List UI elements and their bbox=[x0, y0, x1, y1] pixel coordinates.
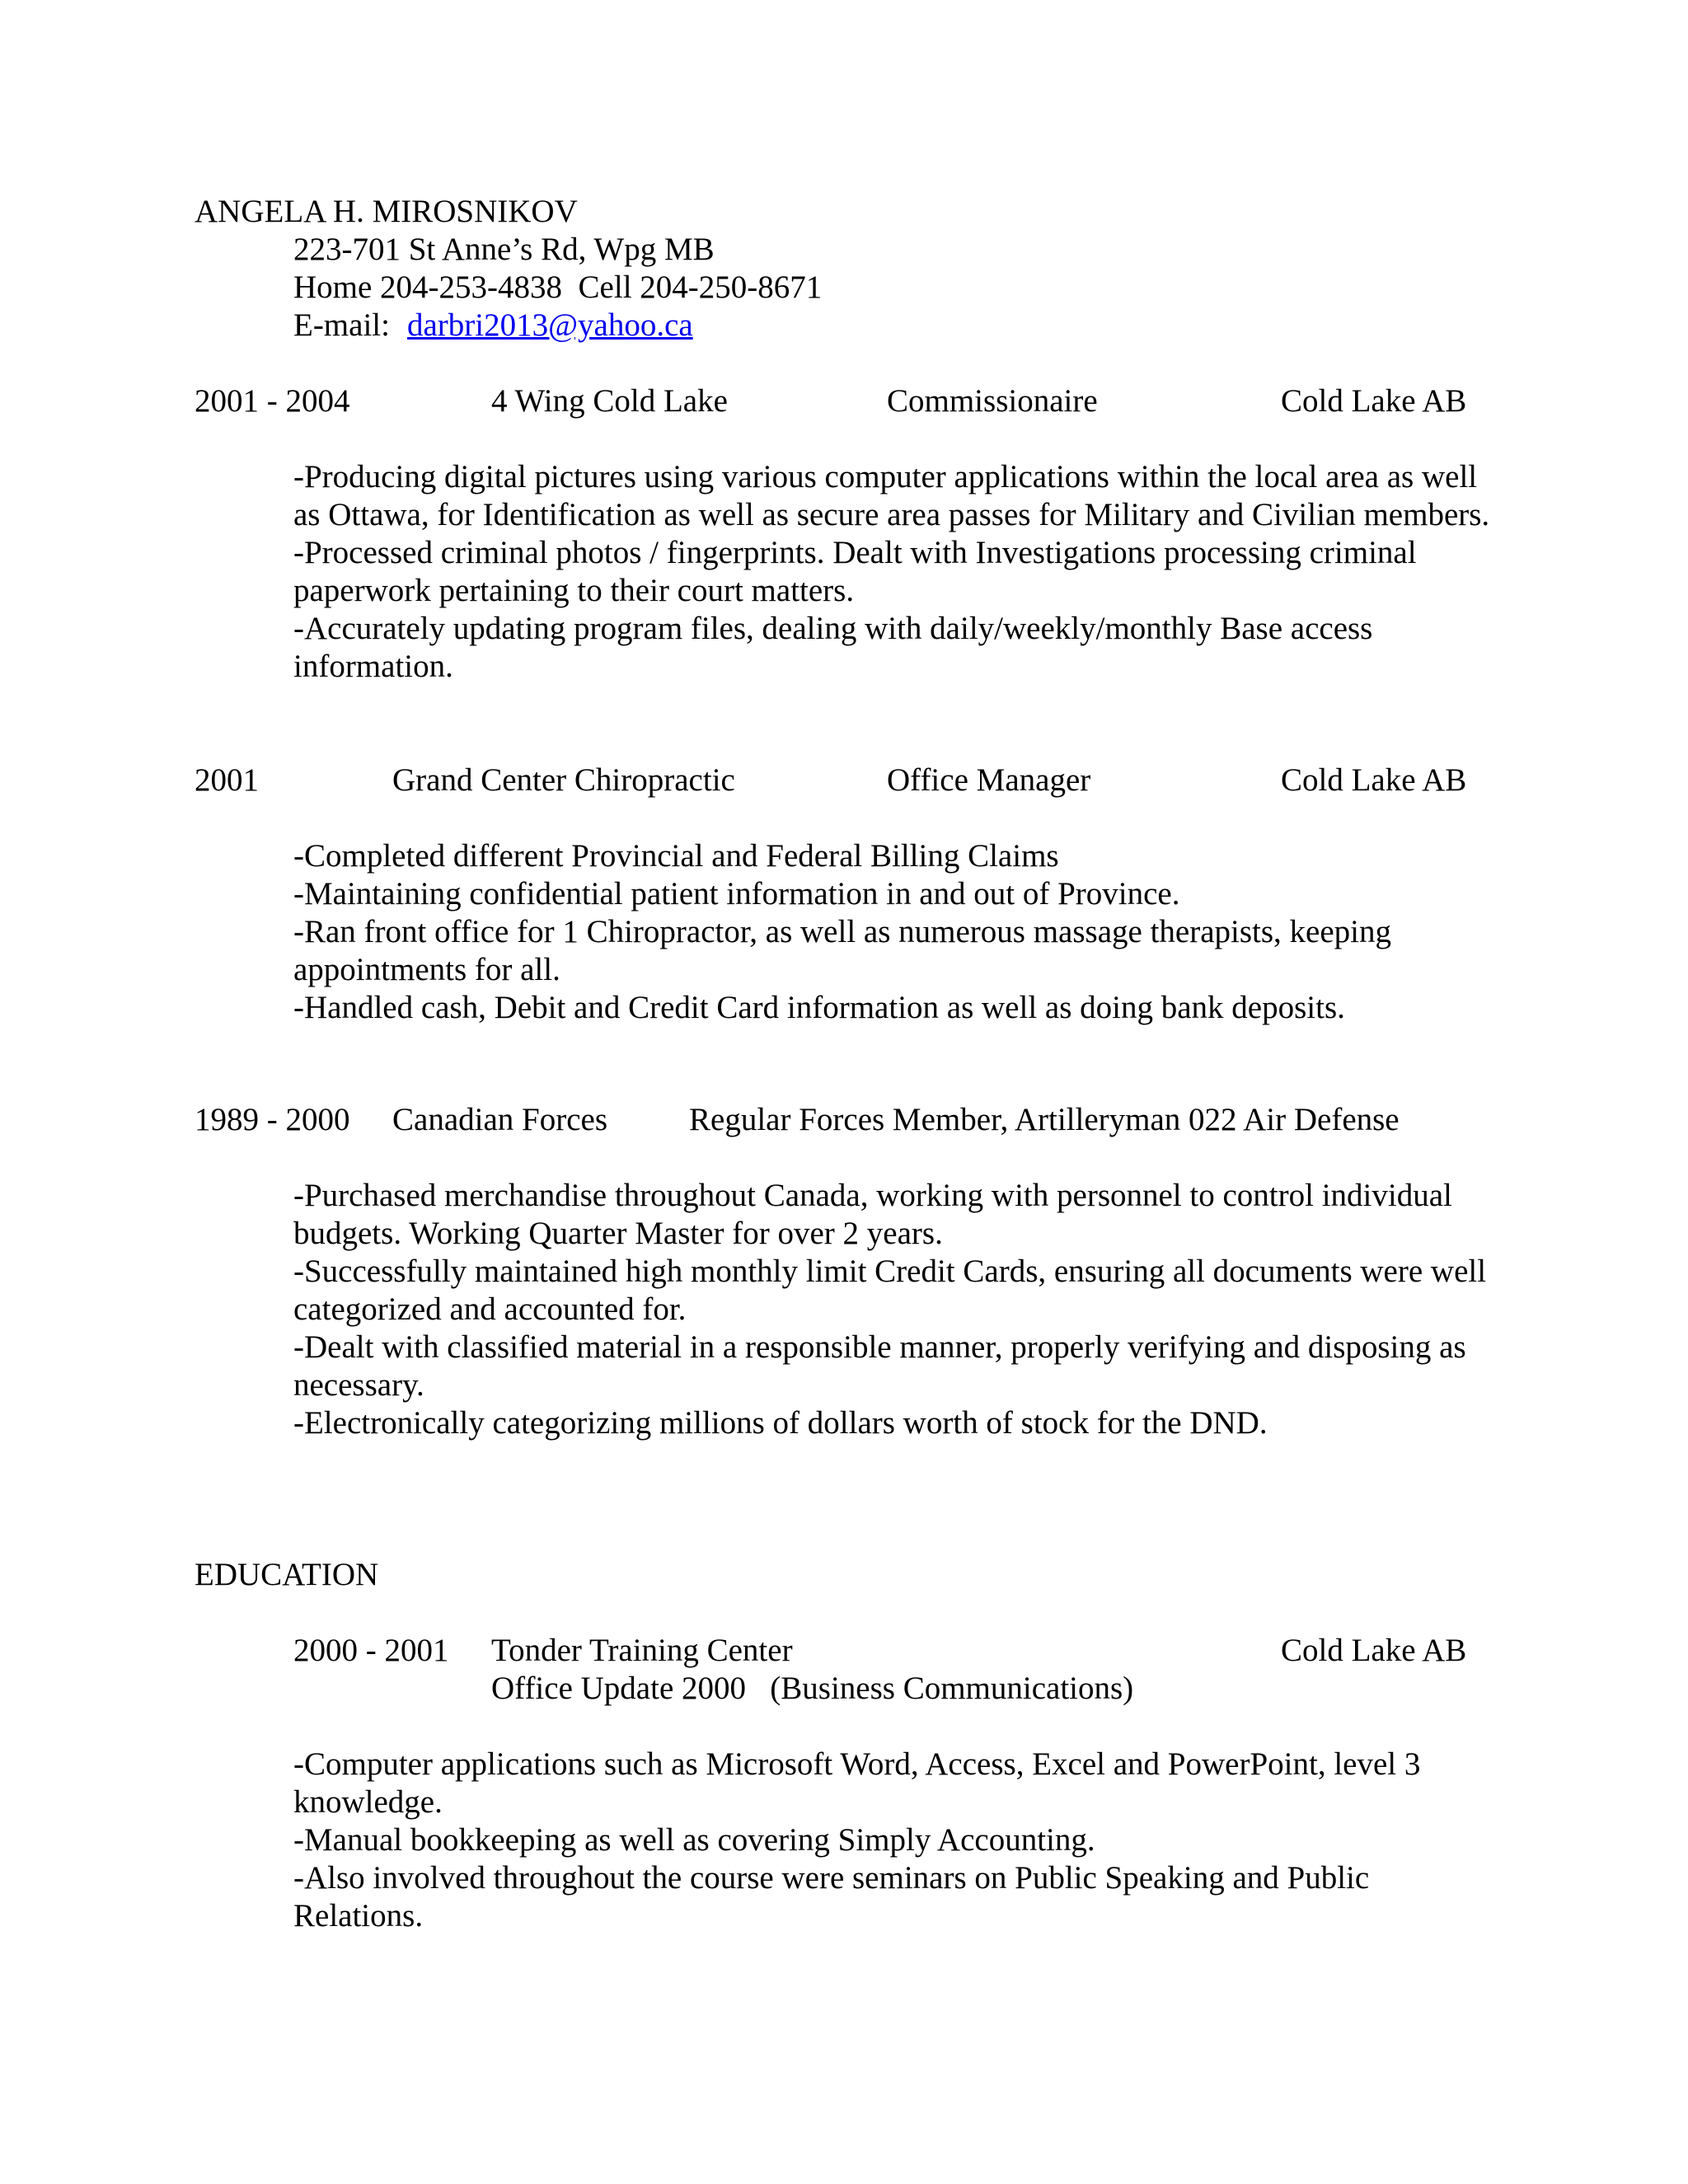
job-title: Regular Forces Member, Artilleryman 022 Air Defense bbox=[689, 1102, 1400, 1137]
job-employer: Canadian Forces bbox=[392, 1102, 608, 1137]
job-location: Cold Lake AB bbox=[1281, 762, 1467, 798]
job-heading-row bbox=[0, 762, 1688, 799]
job-bullets bbox=[293, 837, 1493, 1027]
education-location: Cold Lake AB bbox=[1281, 1633, 1467, 1668]
education-school: Tonder Training Center bbox=[491, 1633, 793, 1668]
job-title: Commissionaire bbox=[887, 383, 1098, 419]
email-link[interactable]: darbri2013@yahoo.ca bbox=[407, 307, 693, 343]
bullet-item: -Ran front office for 1 Chiropractor, as well as numerous massage therapists, keeping appointments for all. bbox=[293, 914, 1391, 987]
bullet-item: -Successfully maintained high monthly limit Credit Cards, ensuring all documents were well categorized and accounted for. bbox=[293, 1254, 1487, 1327]
bullet-item: -Processed criminal photos / fingerprints. Dealt with Investigations processing criminal paperwork pertaining to their court matters. bbox=[293, 535, 1417, 608]
job-bullets bbox=[293, 458, 1493, 686]
bullet-item: -Maintaining confidential patient information in and out of Province. bbox=[293, 876, 1180, 912]
job-employer: 4 Wing Cold Lake bbox=[491, 383, 728, 419]
job-heading-row bbox=[0, 382, 1688, 420]
bullet-item: -Accurately updating program files, dealing with daily/weekly/monthly Base access information. bbox=[293, 611, 1373, 684]
education-dates: 2000 - 2001 bbox=[293, 1633, 449, 1668]
phone-line: Home 204-253-4838 Cell 204-250-8671 bbox=[293, 269, 823, 305]
bullet-item: -Dealt with classified material in a responsible manner, properly verifying and disposing as necessary. bbox=[293, 1329, 1466, 1403]
bullet-item: -Manual bookkeeping as well as covering Simply Accounting. bbox=[293, 1822, 1095, 1858]
bullet-item: -Electronically categorizing millions of dollars worth of stock for the DND. bbox=[293, 1405, 1268, 1441]
education-bullets bbox=[293, 1746, 1493, 1935]
job-employer: Grand Center Chiropractic bbox=[392, 762, 735, 798]
bullet-item: -Also involved throughout the course were seminars on Public Speaking and Public Relations. bbox=[293, 1860, 1370, 1933]
job-bullets bbox=[293, 1177, 1493, 1442]
job-dates: 1989 - 2000 bbox=[195, 1102, 350, 1137]
job-dates: 2001 - 2004 bbox=[195, 383, 350, 419]
job-location: Cold Lake AB bbox=[1281, 383, 1467, 419]
applicant-name: ANGELA H. MIROSNIKOV bbox=[195, 194, 578, 229]
email-label: E-mail: bbox=[293, 307, 390, 343]
bullet-item: -Completed different Provincial and Federal Billing Claims bbox=[293, 838, 1059, 874]
job-title: Office Manager bbox=[887, 762, 1091, 798]
job-heading-row bbox=[0, 1101, 1688, 1139]
bullet-item: -Purchased merchandise throughout Canada, working with personnel to control individual budgets. Working Quarter Master for over 2 years. bbox=[293, 1178, 1452, 1251]
education-course: Office Update 2000 (Business Communications) bbox=[491, 1671, 1134, 1706]
bullet-item: -Computer applications such as Microsoft Word, Access, Excel and PowerPoint, level 3 knowledge. bbox=[293, 1746, 1421, 1820]
bullet-item: -Handled cash, Debit and Credit Card information as well as doing bank deposits. bbox=[293, 990, 1345, 1025]
job-dates: 2001 bbox=[195, 762, 259, 798]
education-heading: EDUCATION bbox=[195, 1557, 379, 1592]
bullet-item: -Producing digital pictures using various computer applications within the local area as well as Ottawa, for Identification as well as secure area passes for Military and Civilian members. bbox=[293, 459, 1490, 532]
address-line: 223-701 St Anne’s Rd, Wpg MB bbox=[293, 232, 715, 267]
